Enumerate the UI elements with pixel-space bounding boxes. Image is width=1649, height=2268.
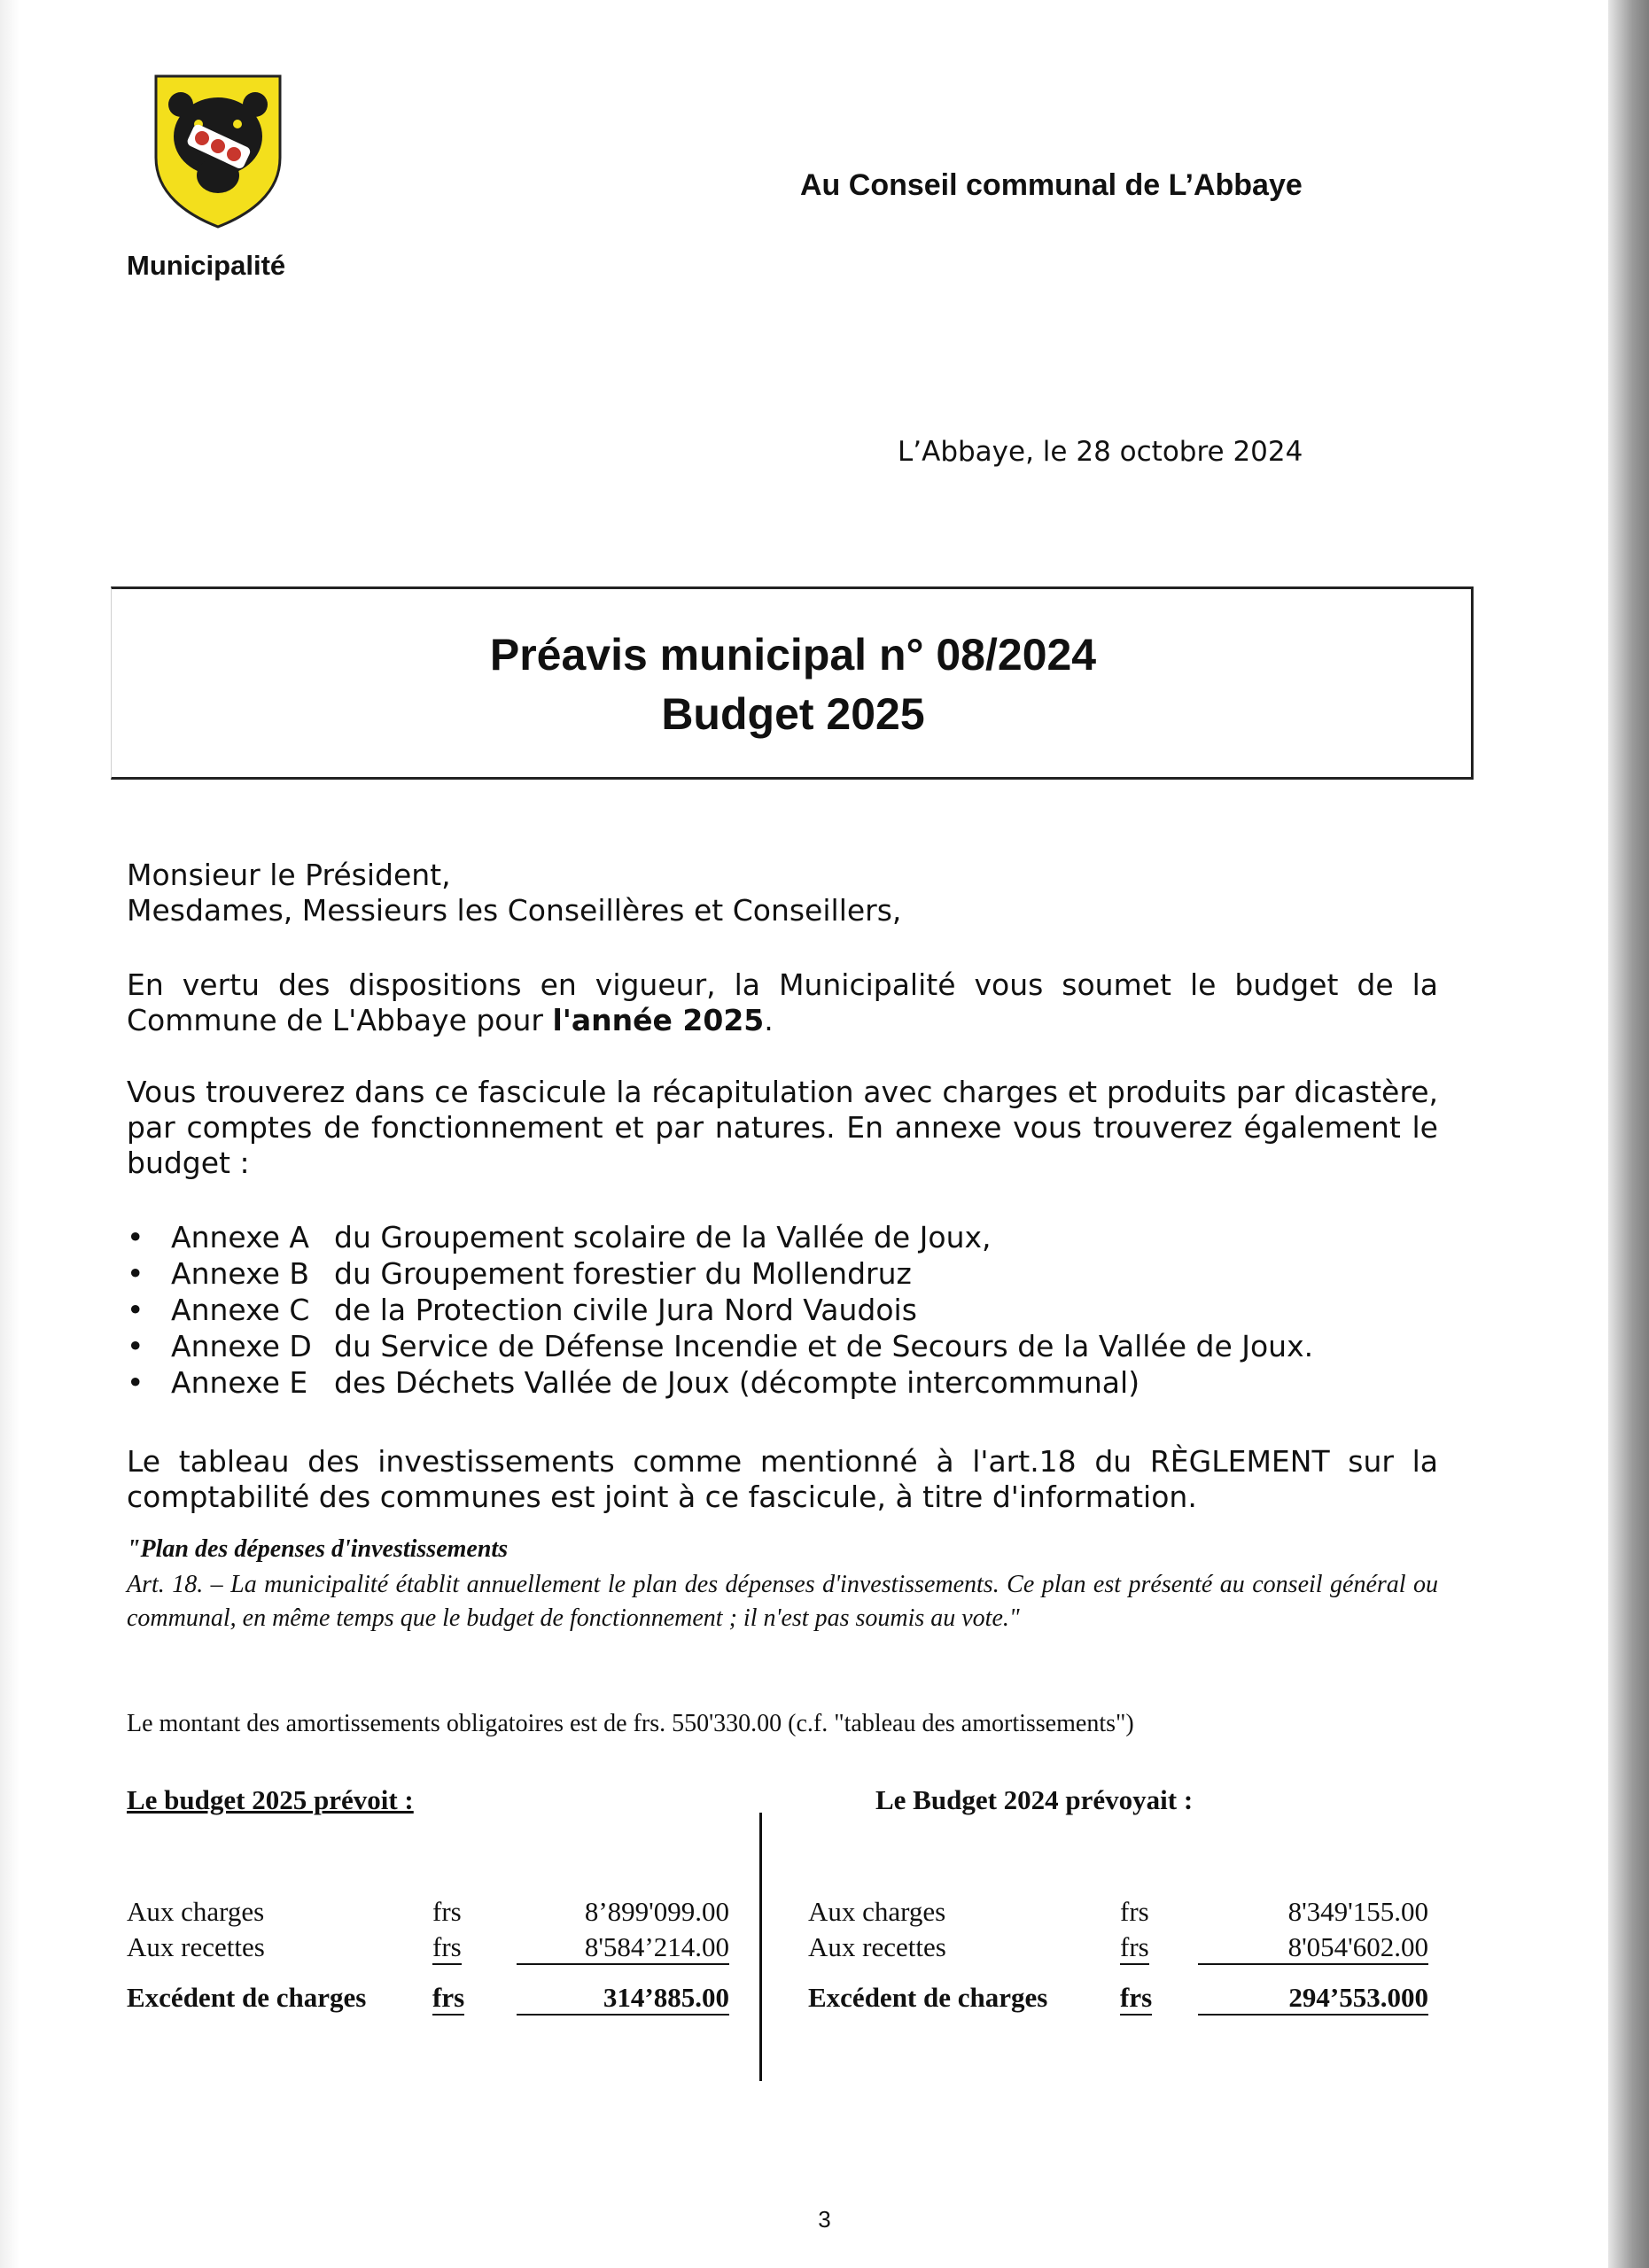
bullet-icon: • <box>127 1256 144 1291</box>
row-label: Aux charges <box>127 1896 265 1927</box>
annex-name: Annexe B <box>171 1256 310 1291</box>
title-box <box>111 586 1474 780</box>
annex-desc: du Service de Défense Incendie et de Secours de la Vallée de Joux. <box>334 1329 1314 1363</box>
bullet-icon: • <box>127 1220 144 1254</box>
preavis-title: Préavis municipal n° 08/2024 <box>489 630 1097 680</box>
budget-2025-heading: Le budget 2025 prévoit : <box>127 1784 414 1815</box>
row-label: Aux recettes <box>127 1931 265 1962</box>
annex-item <box>127 1364 1456 1401</box>
quote-title: "Plan des dépenses d'investissements <box>127 1535 509 1563</box>
row-currency: frs <box>432 1982 464 2016</box>
row-currency: frs <box>1120 1931 1149 1965</box>
column-divider <box>759 1813 762 2081</box>
row-currency: frs <box>1120 1982 1152 2016</box>
budget-2024-row-excedent <box>808 1982 1428 2016</box>
scan-left-shade <box>0 0 19 2268</box>
annex-name: Annexe C <box>171 1293 310 1327</box>
bullet-icon: • <box>127 1365 144 1400</box>
budget-2025-row-excedent <box>127 1982 729 2016</box>
annex-desc: du Groupement scolaire de la Vallée de Joux, <box>334 1220 992 1254</box>
annex-desc: des Déchets Vallée de Joux (décompte intercommunal) <box>334 1365 1140 1400</box>
row-label: Aux charges <box>808 1896 946 1927</box>
budget-title: Budget 2025 <box>661 689 925 739</box>
annex-item <box>127 1328 1456 1364</box>
row-amount: 8’899'099.00 <box>584 1896 729 1927</box>
row-label: Excédent de charges <box>127 1982 367 2013</box>
investments-paragraph: Le tableau des investissements comme mentionné à l'art.18 du RÈGLEMENT sur la comptabilité des communes est joint à ce fascicule, à titre d'information. <box>127 1444 1438 1514</box>
salutation-councillors: Mesdames, Messieurs les Conseillères et Conseillers, <box>127 893 902 928</box>
coat-of-arms-icon <box>152 73 284 229</box>
addressee: Au Conseil communal de L’Abbaye <box>800 168 1303 202</box>
intro-end: . <box>764 1003 774 1037</box>
intro-paragraph <box>127 967 1438 1038</box>
annex-desc: de la Protection civile Jura Nord Vaudois <box>334 1293 917 1327</box>
row-label: Aux recettes <box>808 1931 946 1962</box>
row-amount: 294’553.000 <box>1198 1982 1428 2016</box>
annex-desc: du Groupement forestier du Mollendruz <box>334 1256 912 1291</box>
row-amount: 8'584’214.00 <box>517 1931 729 1965</box>
budget-2024-row-recettes <box>808 1931 1428 1965</box>
intro-text: En vertu des dispositions en vigueur, la Municipalité vous soumet le budget de la Commune de L'Abbaye pour <box>127 967 1438 1037</box>
annex-name: Annexe A <box>171 1220 310 1254</box>
scan-edge-shadow <box>1608 0 1649 2268</box>
budget-2025-row-recettes <box>127 1931 729 1965</box>
bullet-icon: • <box>127 1329 144 1363</box>
budget-2024-row-charges <box>808 1896 1428 1930</box>
annex-name: Annexe D <box>171 1329 312 1363</box>
fascicule-paragraph: Vous trouverez dans ce fascicule la récapitulation avec charges et produits par dicastère, par comptes de fonctionnement et par natures. En annexe vous trouverez également le budget : <box>127 1075 1438 1180</box>
municipality-label: Municipalité <box>127 250 286 281</box>
page-number: 3 <box>818 2206 831 2233</box>
intro-year: l'année 2025 <box>552 1003 765 1037</box>
quote-body: Art. 18. – La municipalité établit annuellement le plan des dépenses d'investissements. Ce plan est présenté au conseil général ou communal, en même temps que le budget de fonctionnement ; il n'est pas soumis au vote." <box>127 1571 1438 1632</box>
row-currency: frs <box>432 1896 462 1927</box>
annex-item <box>127 1255 1456 1292</box>
annex-name: Annexe E <box>171 1365 308 1400</box>
budget-2024-heading: Le Budget 2024 prévoyait : <box>875 1784 1194 1815</box>
row-amount: 8'054'602.00 <box>1198 1931 1428 1965</box>
bullet-icon: • <box>127 1293 144 1327</box>
row-label: Excédent de charges <box>808 1982 1048 2013</box>
salutation-president: Monsieur le Président, <box>127 858 451 892</box>
row-currency: frs <box>432 1931 462 1965</box>
row-currency: frs <box>1120 1896 1149 1927</box>
date-line: L’Abbaye, le 28 octobre 2024 <box>898 436 1303 468</box>
annex-item <box>127 1219 1456 1255</box>
row-amount: 8'349'155.00 <box>1287 1896 1428 1927</box>
row-amount: 314’885.00 <box>517 1982 729 2016</box>
amortissements-note: Le montant des amortissements obligatoires est de frs. 550'330.00 (c.f. "tableau des amortissements") <box>127 1710 1134 1737</box>
annex-item <box>127 1292 1456 1328</box>
budget-2025-row-charges <box>127 1896 729 1930</box>
